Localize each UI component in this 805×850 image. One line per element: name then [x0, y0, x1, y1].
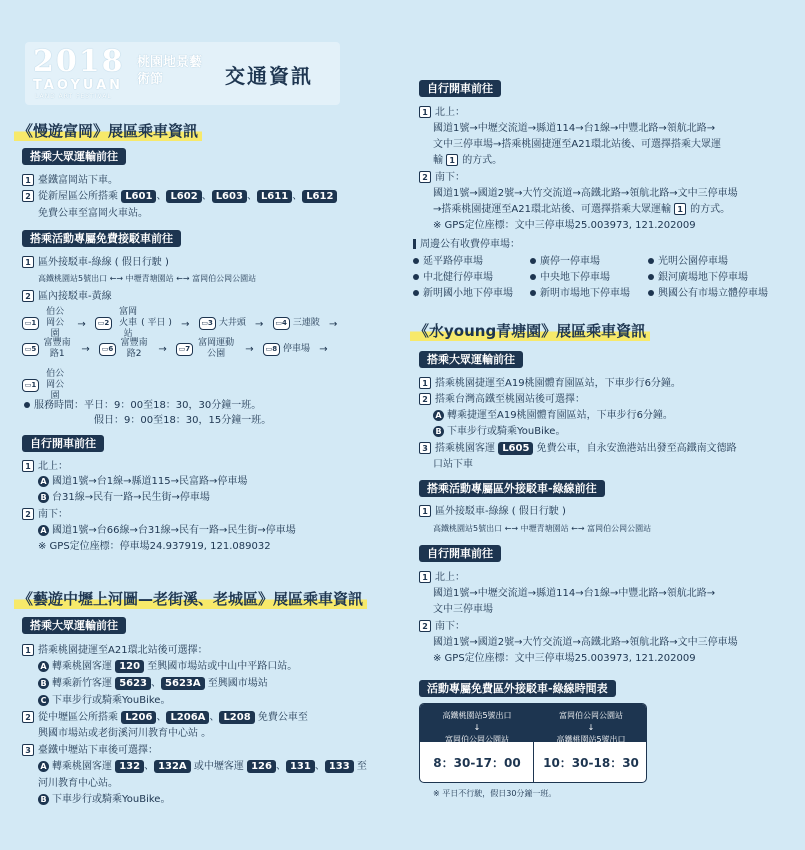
zhongli-item-1: 1 搭乘桃園捷運至A21環北站後可選擇：: [22, 643, 208, 658]
yellow-line-row-1: ▭1 伯公岡公園 → ▭2 富岡火車站( 平日 ) → ▭3 大井頭 → ▭4 三連陂 →: [22, 307, 337, 335]
logo-chinese: 桃園地景藝術節: [137, 55, 203, 87]
stop-name: 伯公岡公園: [46, 307, 65, 339]
zhongli-drive-north-l3: 輸 1 的方式。: [433, 155, 503, 166]
zhongli-item-2: 2 從中壢區公所搭乘 L206 、 L206A 、 L208 免費公車至: [22, 710, 308, 725]
parking-list-item: 延平路停車場: [413, 254, 483, 269]
fugang-shuttle-item-2: 2 區內接駁車-黃線: [22, 289, 112, 304]
qingtang-item-2: 2 搭乘台灣高鐵至桃園站後可選擇：: [419, 392, 585, 407]
bus-stop-icon: ▭8: [263, 343, 280, 356]
schedule-time-2: 10：30-18：30: [543, 756, 639, 770]
stop-note: ( 平日 ): [141, 318, 172, 328]
fugang-shuttle-heading: 搭乘活動專屬免費接駁車前往: [22, 230, 181, 247]
green-line-route: 高鐵桃園站5號出口 ←→ 中壢青塘園站 ←→ 富岡伯公岡公園站: [38, 274, 257, 283]
parking-list-item: 興國公有市場立體停車場: [648, 286, 768, 301]
qingtang-drive-north-l1: 國道1號→中壢交流道→縣道114→台1線→中豐北路→領航北路→: [433, 588, 716, 599]
stop-name: 富岡運動公園: [198, 338, 235, 359]
zhongli-section-title: 《藝遊中壢上河圖—老街溪、老城區》展區乘車資訊: [14, 588, 367, 609]
parking-list-item: 光明公園停車場: [648, 254, 728, 269]
bus-stop-icon: ▭7: [176, 343, 193, 356]
logo-english: TAOYUAN: [33, 78, 124, 93]
stop-name: 停車場: [283, 343, 311, 354]
parking-list-item: 中北健行停車場: [413, 270, 493, 285]
stop-name: 大井頭: [218, 318, 246, 328]
zhongli-gps: ※ GPS定位座標：文中三停車場25.003973, 121.202009: [433, 220, 696, 231]
fugang-public-item-2-cont: 免費公車至富岡火車站。: [38, 208, 148, 219]
stop-name: 富豐南路2: [120, 338, 148, 359]
fugang-drive-north: 1 北上：: [22, 459, 68, 474]
bus-stop-icon: ▭5: [22, 343, 39, 356]
bus-stop-icon: ▭4: [273, 317, 290, 330]
zhongli-item-2-cont: 興國市場站或老街溪河川教育中心站 。: [38, 728, 212, 739]
qingtang-gps: ※ GPS定位座標：文中三停車場25.003973, 121.202009: [433, 653, 696, 664]
fugang-public-item-2: 2 從新屋區公所搭乘 L601 、 L602 、 L603 、 L611 、 L612: [22, 189, 337, 204]
fugang-drive-north-a: A 國道1號→台1線→縣道115→民富路→停車場: [38, 474, 247, 489]
zhongli-item-3b: B 下車步行或騎乘YouBike。: [38, 792, 170, 807]
qingtang-section-title: 《水young青塘園》展區乘車資訊: [410, 320, 650, 341]
bus-stop-icon: ▭6: [99, 343, 116, 356]
schedule-heading: 活動專屬免費區外接駁車-綠線時間表: [419, 680, 616, 697]
qingtang-drive-north-l2: 文中三停車場: [433, 604, 493, 615]
zhongli-public-heading: 搭乘大眾運輸前往: [22, 617, 126, 634]
logo-year: 2018: [33, 44, 125, 79]
schedule-col-1-header: 高鐵桃園站5號出口 ↓ 富岡伯公岡公園站: [420, 704, 534, 742]
stop-name: 三連陂: [292, 318, 320, 328]
zhongli-item-1c: C 下車步行或騎乘YouBike。: [38, 693, 170, 708]
qingtang-drive-heading: 自行開車前往: [419, 545, 501, 562]
qingtang-item-2a: A 轉乘捷運至A19桃園體育園區站，下車步行6分鐘。: [433, 408, 673, 423]
parking-list-item: 中央地下停車場: [530, 270, 610, 285]
zhongli-drive-north-l1: 國道1號→中壢交流道→縣道114→台1線→中豐北路→領航北路→: [433, 123, 716, 134]
qingtang-item-1: 1 搭乘桃園捷運至A19桃園體育園區站，下車步行6分鐘。: [419, 376, 681, 391]
qingtang-item-3-cont: 口站下車: [433, 459, 473, 470]
stop-name: 伯公岡公園: [46, 369, 65, 401]
zhongli-item-1b: B 轉乘新竹客運 5623 、 5623A 至興國市場站: [38, 676, 268, 691]
zhongli-drive-south-l1: 國道1號→國道2號→大竹交流道→高鐵北路→領航北路→文中三停車場: [433, 188, 738, 199]
logo-english-sub: LAND ART FESTIVAL: [35, 93, 112, 100]
shuttle-schedule-table: [419, 703, 647, 783]
stop-name: 富岡火車站: [119, 307, 138, 339]
zhongli-drive-south-l2: →搭乘桃園捷運至A21環北站後、可選擇搭乘大眾運輸 1 的方式。: [433, 204, 731, 215]
stop-name: 富豐南路1: [43, 338, 71, 359]
zhongli-drive-north: 1 北上：: [419, 105, 465, 120]
bus-stop-icon: ▭1: [22, 379, 39, 392]
fugang-shuttle-item-1: 1 區外接駁車-綠線 ( 假日行駛 ): [22, 255, 169, 270]
fugang-drive-heading: 自行開車前往: [22, 435, 104, 452]
fugang-gps: ※ GPS定位座標：停車場24.937919, 121.089032: [38, 541, 271, 552]
bus-stop-icon: ▭2: [95, 317, 112, 330]
parking-list-item: 廣停一停車場: [530, 254, 600, 269]
qingtang-public-heading: 搭乘大眾運輸前往: [419, 351, 523, 368]
parking-list-item: 銀河廣場地下停車場: [648, 270, 748, 285]
bus-stop-icon: ▭1: [22, 317, 39, 330]
qingtang-item-3: 3 搭乘桃園客運 L605 免費公車，自永安漁港站出發至高鐵南文德路: [419, 441, 737, 456]
festival-logo: [25, 42, 340, 105]
parking-title: 周邊公有收費停車場：: [413, 237, 520, 252]
page-title: 交通資訊: [225, 64, 313, 88]
schedule-note: ※ 平日不行駛，假日30分鐘一班。: [433, 789, 557, 798]
fugang-drive-south: 2 南下：: [22, 507, 68, 522]
zhongli-item-1a: A 轉乘桃園客運 120 至興國市場站或中山中平路口站。: [38, 659, 297, 674]
fugang-drive-south-a: A 國道1號→台66線→台31線→民有一路→民生街→停車場: [38, 523, 296, 538]
table-divider: [533, 704, 534, 783]
fugang-drive-north-b: B 台31線→民有一路→民生街→停車場: [38, 490, 210, 505]
qingtang-drive-south: 2 南下：: [419, 619, 465, 634]
fugang-public-heading: 搭乘大眾運輸前往: [22, 148, 126, 165]
service-time-weekday: 服務時間：平日：9：00至18：30，30分鐘一班。: [24, 398, 261, 413]
parking-list-item: 新明國小地下停車場: [413, 286, 513, 301]
zhongli-drive-north-l2: 文中三停車場→搭乘桃園捷運至A21環北站後、可選擇搭乘大眾運: [433, 139, 721, 150]
schedule-time-1: 8：30-17：00: [433, 756, 521, 770]
qingtang-drive-south-l1: 國道1號→國道2號→大竹交流道→高鐵北路→領航北路→文中三停車場: [433, 637, 738, 648]
zhongli-drive-heading: 自行開車前往: [419, 80, 501, 97]
zhongli-drive-south: 2 南下：: [419, 170, 465, 185]
qingtang-drive-north: 1 北上：: [419, 570, 465, 585]
yellow-line-row-2: ▭5 富豐南路1 → ▭6 富豐南路2 → ▭7 富岡運動公園 → ▭8 停車場 →: [22, 338, 328, 366]
parking-list-item: 新明市場地下停車場: [530, 286, 630, 301]
zhongli-item-3a-cont: 河川教育中心站。: [38, 778, 118, 789]
qingtang-shuttle-heading: 搭乘活動專屬區外接駁車-綠線前往: [419, 480, 605, 497]
zhongli-item-3: 3 臺鐵中壢站下車後可選擇：: [22, 743, 158, 758]
qingtang-green-line-route: 高鐵桃園站5號出口 ←→ 中壢青塘園站 ←→ 富岡伯公岡公園站: [433, 524, 652, 533]
fugang-section-title: 《慢遊富岡》展區乘車資訊: [14, 120, 202, 141]
qingtang-shuttle-item-1: 1 區外接駁車-綠線 ( 假日行駛 ): [419, 504, 566, 519]
schedule-col-2-header: 富岡伯公岡公園站 ↓ 高鐵桃園站5號出口: [534, 704, 647, 742]
fugang-public-item-1: 1 臺鐵富岡站下車。: [22, 173, 118, 188]
service-time-holiday: 假日：9：00至18：30，15分鐘一班。: [94, 415, 272, 426]
yellow-line-row-3: [22, 369, 68, 401]
zhongli-item-3a: A 轉乘桃園客運 132 、 132A 或中壢客運 126 、 131 、 133 至: [38, 759, 367, 774]
bus-stop-icon: ▭3: [199, 317, 216, 330]
qingtang-item-2b: B 下車步行或騎乘YouBike。: [433, 424, 565, 439]
